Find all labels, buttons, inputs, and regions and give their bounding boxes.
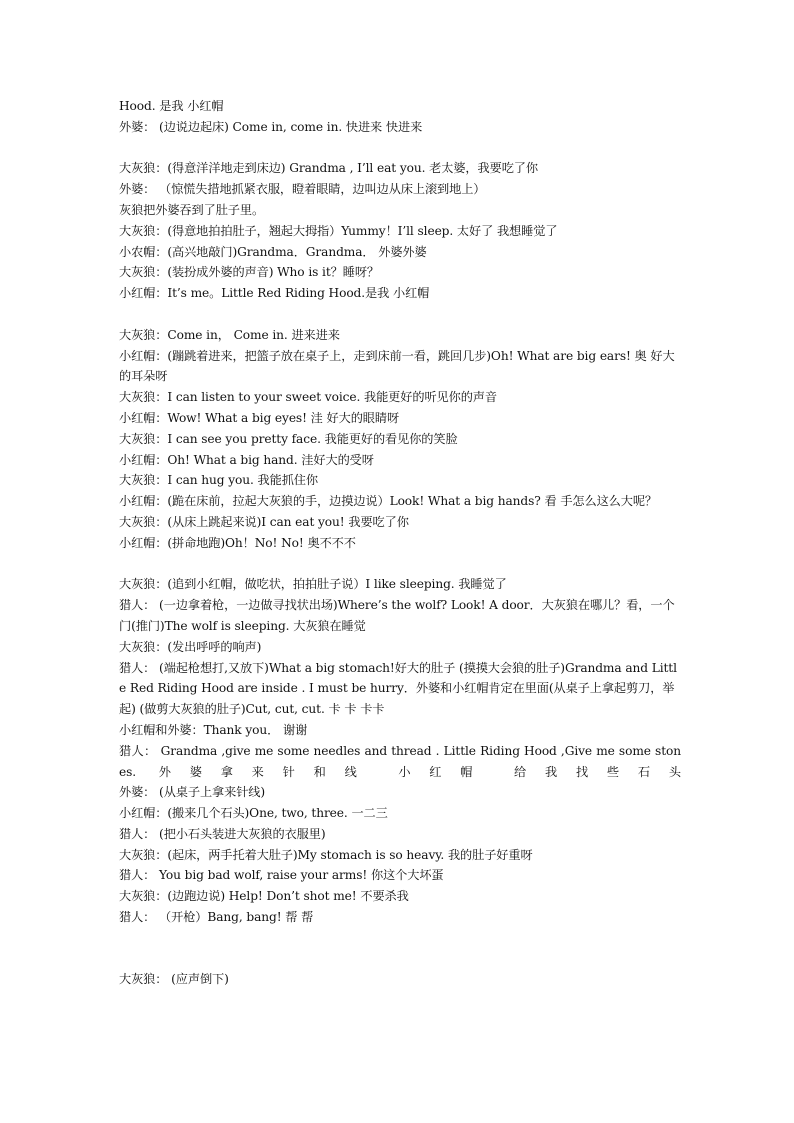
dialogue-line: 小红帽：(搬来几个石头)One, two, three. 一二三 [119,806,388,821]
dialogue-line: 大灰狼：(发出呼呼的响声) [119,639,262,654]
dialogue-line: 小红帽：(蹦跳着进来，把篮子放在桌子上，走到床前一看，跳回几步)Oh! What are big ears! 奥 好大的耳朵呀 [119,348,675,384]
dialogue-line: 大灰狼：I can hug you. 我能抓住你 [119,473,318,488]
dialogue-line: 猎人： (把小石头装进大灰狼的衣服里) [119,826,326,841]
dialogue-line: 小红帽：It’s me。Little Red Riding Hood.是我 小红帽 [119,286,430,301]
blank-line [119,304,681,325]
dialogue-line: 大灰狼：(起床，两手托着大肚子)My stomach is so heavy. 我的肚子好重呀 [119,847,533,862]
dialogue-line: 猎人： You big bad wolf, raise your arms! 你这个大坏蛋 [119,868,444,883]
dialogue-line: 大灰狼：I can listen to your sweet voice. 我能更好的听见你的声音 [119,390,497,405]
dialogue-line: 大灰狼：Come in， Come in. 进来进来 [119,327,340,342]
dialogue-line: 大灰狼：(得意地拍拍肚子，翘起大拇指）Yummy！I’ll sleep. 太好了 我想睡觉了 [119,223,558,238]
dialogue-line: 灰狼把外婆吞到了肚子里。 [119,202,265,217]
dialogue-line: 小红帽：Oh! What a big hand. 洼好大的受呀 [119,452,374,467]
dialogue-line: Hood. 是我 小红帽 [119,99,224,113]
dialogue-line: 外婆： (从桌子上拿来针线) [119,785,266,800]
dialogue-line: 小红帽和外婆：Thank you． 谢谢 [119,722,308,737]
dialogue-line: 大灰狼：(得意洋洋地走到床边) Grandma , I’ll eat you. 老太婆，我要吃了你 [119,161,538,176]
dialogue-line: 外婆： （惊慌失措地抓紧衣服，瞪着眼睛，边叫边从床上滚到地上） [119,182,486,197]
script-text-body [119,96,681,990]
dialogue-line: 大灰狼：(追到小红帽，做吃状，拍拍肚子说）I like sleeping. 我睡觉了 [119,577,507,592]
blank-line [119,554,681,575]
dialogue-line: 大灰狼：(装扮成外婆的声音) Who is it？睡呀？ [119,265,379,280]
dialogue-line: 小农帽：(高兴地敲门)Grandma．Grandma． 外婆外婆 [119,244,427,259]
dialogue-line: 大灰狼：(边跑边说) Help! Don’t shot me! 不要杀我 [119,889,409,904]
dialogue-line: 小红帽：Wow! What a big eyes! 洼 好大的眼睛呀 [119,410,400,425]
dialogue-line: 小红帽：(拼命地跑)Oh！No! No! 奥不不不 [119,535,356,550]
dialogue-line: 大灰狼：I can see you pretty face. 我能更好的看见你的笑脸 [119,431,458,446]
dialogue-line: 猎人： (端起枪想打,又放下)What a big stomach!好大的肚子 (摸摸大会狼的肚子)Grandma and Little Red Riding Hood are inside . I must be hurry．外婆和小红帽肯定在里面(从桌子上拿起剪刀，举起) (做剪大灰狼的肚子)Cut, cut, cut. 卡 卡 卡卡 [119,660,677,717]
dialogue-line: 外婆： (边说边起床) Come in, come in. 快进来 快进来 [119,119,423,134]
dialogue-line: 大灰狼：(从床上跳起来说)I can eat you! 我要吃了你 [119,514,409,529]
dialogue-line: 大灰狼： (应声倒下) [119,972,229,987]
dialogue-line: 猎人： （开枪）Bang, bang! 帮 帮 [119,910,314,925]
blank-line [119,928,681,970]
dialogue-line: 猎人： (一边拿着枪，一边做寻找状出场)Where’s the wolf? Look! A door．大灰狼在哪儿？看，一个门(推门)The wolf is sleeping. 大灰狼在睡觉 [119,598,675,633]
dialogue-line: 猎人： Grandma ,give me some needles and thread . Little Riding Hood ,Give me some stones. 外婆拿来针和线 小红帽 给我找些石头 [119,743,681,779]
blank-line [119,138,681,159]
dialogue-line: 小红帽：(跪在床前，拉起大灰狼的手，边摸边说）Look! What a big hands? 看 手怎么这么大呢？ [119,494,658,509]
